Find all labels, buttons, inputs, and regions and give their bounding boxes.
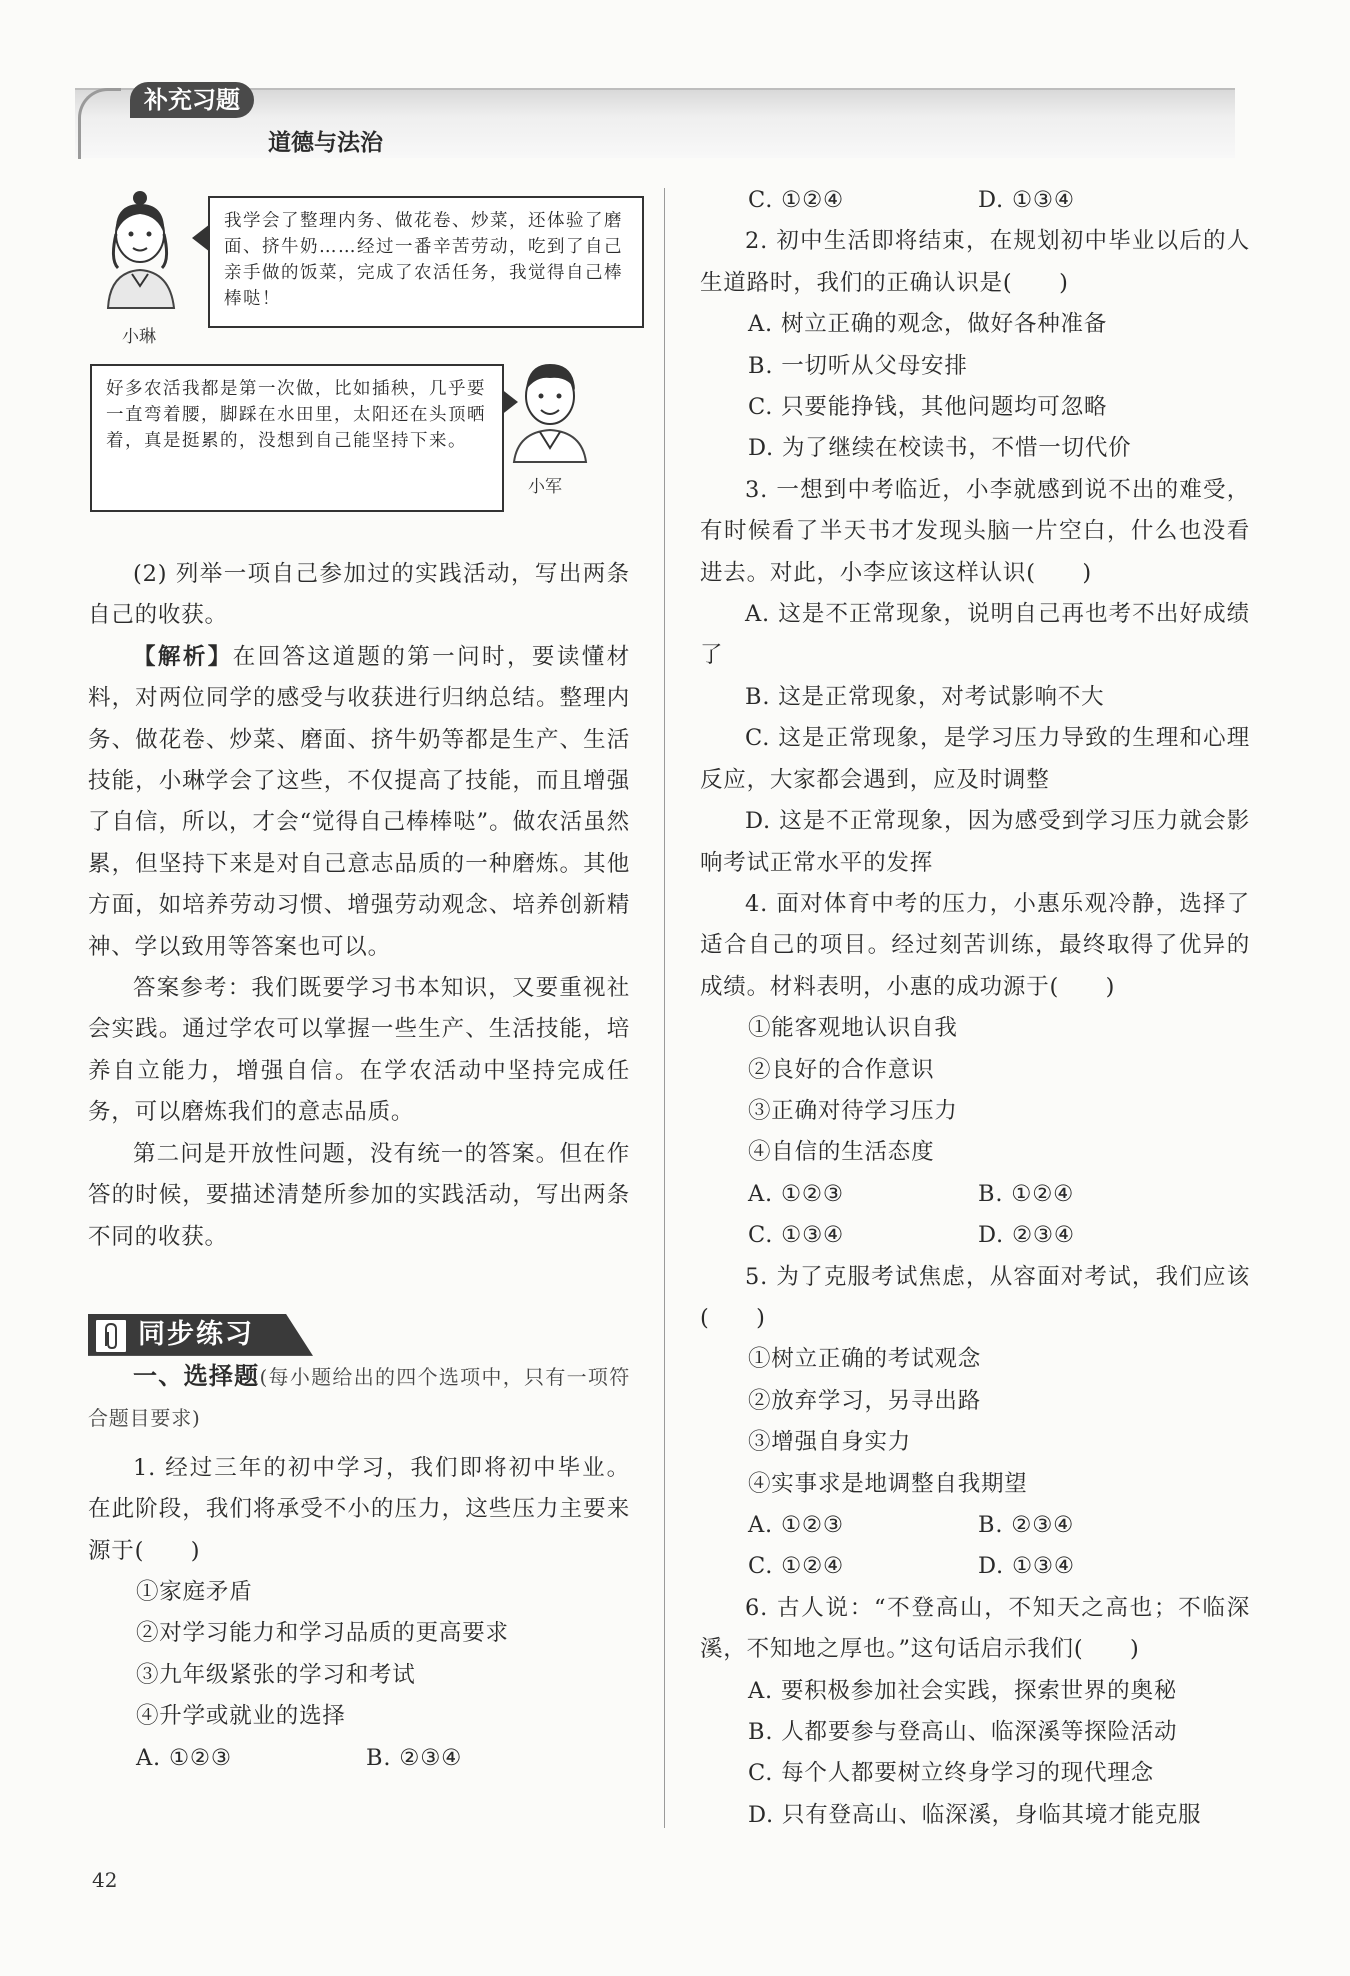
option-a: A. ①②③ bbox=[748, 1512, 844, 1538]
question-1-stem: 1. 经过三年的初中学习，我们即将初中毕业。在此阶段，我们将承受不小的压力，这些压力主要来源于( ) bbox=[88, 1454, 630, 1564]
question-5-item: ①树立正确的考试观念 bbox=[748, 1346, 982, 1373]
question-4-item: ③正确对待学习压力 bbox=[748, 1097, 958, 1124]
option-d: D. 为了继续在校读书，不惜一切代价 bbox=[748, 435, 1132, 462]
question-1-item: ③九年级紧张的学习和考试 bbox=[136, 1661, 416, 1688]
option-b: B. 人都要参与登高山、临深溪等探险活动 bbox=[748, 1719, 1178, 1746]
girl-speech-bubble: 我学会了整理内务、做花卷、炒菜，还体验了磨面、挤牛奶……经过一番辛苦劳动，吃到了自己亲手做的饭菜，完成了农活任务，我觉得自己棒棒哒！ bbox=[208, 196, 644, 328]
question-4-options bbox=[700, 1215, 1250, 1256]
option-c: C. ①③④ bbox=[748, 1222, 845, 1249]
option-d: D. ①③④ bbox=[978, 187, 1075, 213]
header-curve-decoration bbox=[78, 88, 121, 159]
option-d: D. 这是不正常现象，因为感受到学习压力就会影响考试正常水平的发挥 bbox=[700, 808, 1250, 876]
option-a: A. 要积极参加社会实践，探索世界的奥秘 bbox=[748, 1677, 1178, 1704]
column-divider bbox=[664, 188, 665, 1828]
option-a: A. 这是不正常现象，说明自己再也考不出好成绩了 bbox=[700, 601, 1250, 669]
reference-answer: 答案参考：我们既要学习书本知识，又要重视社会实践。通过学农可以掌握一些生产、生活技能，培养自立能力，增强自信。在学农活动中坚持完成任务，可以磨炼我们的意志品质。 bbox=[88, 975, 630, 1126]
option-c: C. ①②④ bbox=[748, 187, 845, 213]
question-4-stem: 4. 面对体育中考的压力，小惠乐观冷静，选择了适合自己的项目。经过刻苦训练，最终取得了优异的成绩。材料表明，小惠的成功源于( ) bbox=[700, 890, 1250, 1000]
girl-name: 小琳 bbox=[122, 327, 156, 347]
section-note: (每小题给出的四个选项中，只有一项符合题目要求) bbox=[88, 1364, 631, 1431]
question-3-stem: 3. 一想到中考临近，小李就感到说不出的难受，有时候看了半天书才发现头脑一片空白，什么也没看进去。对此，小李应该这样认识( ) bbox=[700, 476, 1250, 586]
banner-title: 同步练习 bbox=[138, 1318, 254, 1350]
option-a: A. ①②③ bbox=[136, 1744, 232, 1771]
question-4-item: ④自信的生活态度 bbox=[748, 1139, 935, 1166]
boy-avatar-icon bbox=[500, 348, 600, 464]
boy-speech-bubble: 好多农活我都是第一次做，比如插秧，几乎要一直弯着腰，脚踩在水田里，太阳还在头顶晒着，真是挺累的，没想到自己能坚持下来。 bbox=[90, 364, 504, 512]
option-a: A. ①②③ bbox=[748, 1180, 844, 1207]
question-5-item: ④实事求是地调整自我期望 bbox=[748, 1470, 1028, 1497]
section-heading bbox=[88, 1356, 630, 1440]
option-d: D. 只有登高山、临深溪，身临其境才能克服 bbox=[748, 1801, 1202, 1828]
question-6-stem: 6. 古人说：“不登高山，不知天之高也；不临深溪，不知地之厚也。”这句话启示我们( ) bbox=[700, 1594, 1250, 1663]
analysis-text: 在回答这道题的第一问时，要读懂材料，对两位同学的感受与收获进行归纳总结。整理内务、做花卷、炒菜、磨面、挤牛奶等都是生产、生活技能，小琳学会了这些，不仅提高了技能，而且增强了自信，所以，才会“觉得自己棒棒哒”。做农活虽然累，但坚持下来是对自己意志品质的一种磨炼。其他方面，如培养劳动习惯、增强劳动观念、培养创新精神、学以致用等答案也可以。 bbox=[88, 643, 630, 960]
question-1-item: ②对学习能力和学习品质的更高要求 bbox=[136, 1620, 509, 1647]
question-5-item: ②放弃学习，另寻出路 bbox=[748, 1387, 982, 1414]
question-2-prompt: (2) 列举一项自己参加过的实践活动，写出两条自己的收获。 bbox=[88, 561, 630, 629]
dialogue-illustration bbox=[88, 190, 630, 550]
section-banner bbox=[88, 1314, 313, 1356]
question-5-stem: 5. 为了克服考试焦虑，从容面对考试，我们应该( ) bbox=[700, 1263, 1250, 1331]
left-column bbox=[88, 190, 630, 1779]
paperclip-icon bbox=[94, 1318, 128, 1354]
option-a: A. 树立正确的观念，做好各种准备 bbox=[748, 311, 1108, 338]
option-b: B. 一切听从父母安排 bbox=[748, 352, 968, 379]
question-4-item: ②良好的合作意识 bbox=[748, 1056, 935, 1083]
second-question-note: 第二问是开放性问题，没有统一的答案。但在作答的时候，要描述清楚所参加的实践活动，写出两条不同的收获。 bbox=[88, 1140, 630, 1250]
option-c: C. 每个人都要树立终身学习的现代理念 bbox=[748, 1760, 1154, 1787]
option-c: C. ①②④ bbox=[748, 1553, 845, 1580]
right-column bbox=[700, 180, 1250, 1836]
analysis-paragraph bbox=[88, 637, 630, 968]
girl-avatar-icon bbox=[88, 190, 192, 310]
question-5-options bbox=[700, 1546, 1250, 1587]
option-d: D. ①③④ bbox=[978, 1553, 1075, 1580]
question-1-options bbox=[88, 1738, 630, 1779]
question-5-options bbox=[700, 1505, 1250, 1546]
question-1-item: ④升学或就业的选择 bbox=[136, 1703, 346, 1730]
question-4-item: ①能客观地认识自我 bbox=[748, 1015, 958, 1042]
page-number: 42 bbox=[92, 1868, 118, 1892]
section-title: 一、选择题 bbox=[133, 1361, 260, 1390]
question-1-options-cont bbox=[700, 180, 1250, 221]
boy-name: 小军 bbox=[528, 477, 562, 497]
question-5-item: ③增强自身实力 bbox=[748, 1429, 912, 1456]
question-4-options bbox=[700, 1174, 1250, 1215]
question-1-item: ①家庭矛盾 bbox=[136, 1578, 253, 1605]
analysis-label: 【解析】 bbox=[133, 643, 233, 670]
header-subject: 道德与法治 bbox=[268, 130, 383, 156]
option-b: B. 这是正常现象，对考试影响不大 bbox=[745, 683, 1105, 710]
option-d: D. ②③④ bbox=[978, 1222, 1075, 1249]
question-2-stem: 2. 初中生活即将结束，在规划初中毕业以后的人生道路时，我们的正确认识是( ) bbox=[700, 228, 1250, 296]
option-b: B. ①②④ bbox=[978, 1180, 1075, 1207]
option-b: B. ②③④ bbox=[366, 1744, 463, 1771]
header-tag: 补充习题 bbox=[130, 82, 254, 118]
option-c: C. 只要能挣钱，其他问题均可忽略 bbox=[748, 394, 1108, 421]
option-b: B. ②③④ bbox=[978, 1512, 1075, 1538]
option-c: C. 这是正常现象，是学习压力导致的生理和心理反应，大家都会遇到，应及时调整 bbox=[700, 725, 1250, 793]
